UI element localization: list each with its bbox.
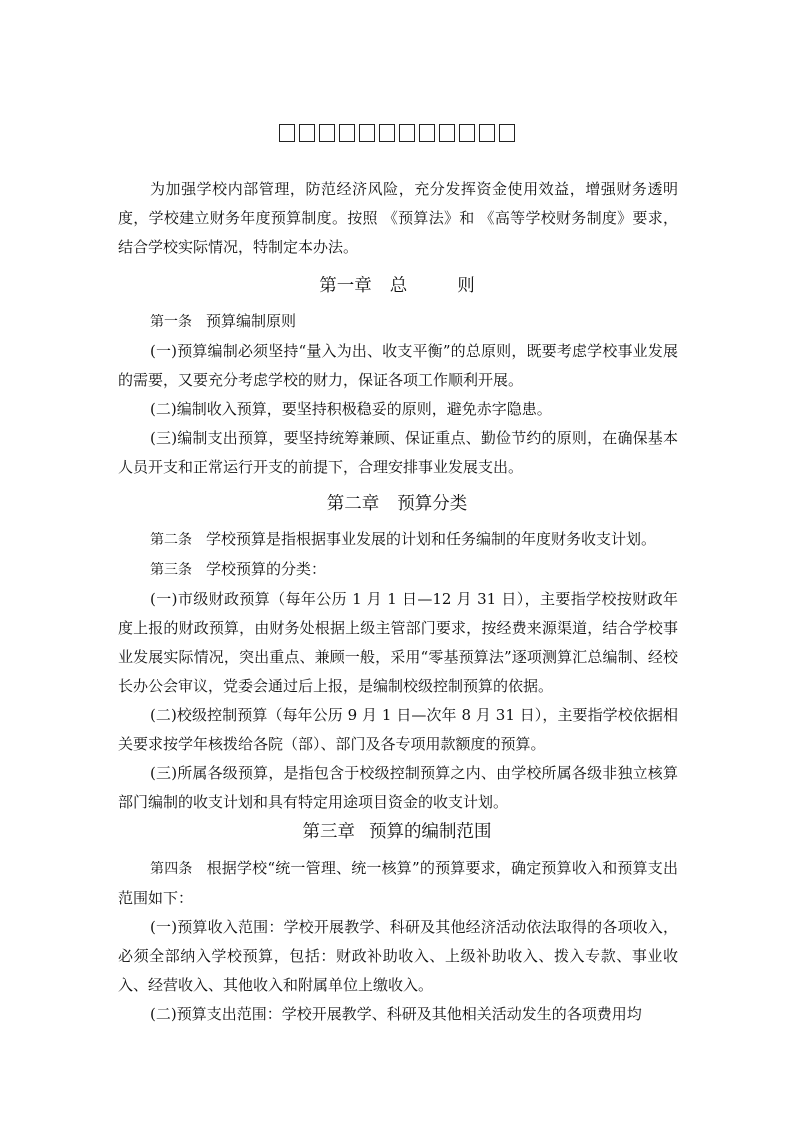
- clause: (一)市级财政预算（每年公历 1 月 1 日—12 月 31 日），主要指学校按财政年度上报的财政预算，由财务处根据上级主管部门要求，按经费来源渠道，结合学校事业发展实际情况，突出重点、兼顾一般，采用“零基预算法”逐项测算汇总编制、经校长办公会审议，党委会通过后上报，是编制校级控制预算的依据。: [118, 590, 678, 695]
- article-text: 预算编制原则: [206, 312, 297, 330]
- chapter-2-heading: [0, 490, 794, 515]
- missing-glyph-icon: [319, 124, 335, 142]
- chapter-3-heading: [0, 818, 794, 843]
- missing-glyph-icon: [339, 124, 355, 142]
- article-2: [118, 525, 678, 555]
- clause: (三)所属各级预算，是指包含于校级控制预算之内、由学校所属各级非独立核算部门编制的收支计划和具有特定用途项目资金的收支计划。: [118, 764, 678, 811]
- document-title: [0, 120, 794, 144]
- chapter-1-body: [118, 307, 678, 482]
- clause: (二)编制收入预算，要坚持积极稳妥的原则，避免赤字隐患。: [150, 400, 552, 418]
- missing-glyph-icon: [439, 124, 455, 142]
- missing-glyph-icon: [419, 124, 435, 142]
- missing-glyph-icon: [279, 124, 295, 142]
- missing-glyph-icon: [299, 124, 315, 142]
- missing-glyph-icon: [499, 124, 515, 142]
- clause: (二)校级控制预算（每年公历 9 月 1 日—次年 8 月 31 日），主要指学校依据相关要求按学年核拨给各院（部）、部门及各专项用款额度的预算。: [118, 706, 678, 753]
- article-1: [118, 307, 678, 337]
- chapter-name: 预算的编制范围: [369, 822, 492, 842]
- chapter-word: 则: [457, 276, 475, 296]
- missing-glyph-icon: [359, 124, 375, 142]
- article-label: 第二条: [150, 532, 192, 548]
- missing-glyph-icon: [459, 124, 475, 142]
- clause: (二)预算支出范围：学校开展教学、科研及其他相关活动发生的各项费用均: [150, 1005, 642, 1023]
- article-3: [118, 555, 678, 585]
- clause: (三)编制支出预算，要坚持统筹兼顾、保证重点、勤俭节约的原则，在确保基本人员开支和正常运行开支的前提下，合理安排事业发展支出。: [118, 429, 678, 476]
- article-text: 学校预算的分类：: [206, 560, 327, 578]
- article-text: 学校预算是指根据事业发展的计划和任务编制的年度财务收支计划。: [206, 530, 657, 548]
- clause: (一)预算编制必须坚持“量入为出、收支平衡”的总原则，既要考虑学校事业发展的需要，又要充分考虑学校的财力，保证各项工作顺利开展。: [118, 342, 678, 389]
- chapter-3-body: [118, 854, 678, 1029]
- intro-block: [118, 175, 678, 262]
- chapter-label: 第一章: [319, 276, 372, 296]
- chapter-2-body: [118, 525, 678, 817]
- missing-glyph-icon: [479, 124, 495, 142]
- intro-paragraph: 为加强学校内部管理，防范经济风险，充分发挥资金使用效益，增强财务透明度，学校建立财务年度预算制度。按照 《预算法》和 《高等学校财务制度》要求，结合学校实际情况，特制定本办法。: [118, 180, 678, 256]
- article-text: 根据学校“统一管理、统一核算”的预算要求，确定预算收入和预算支出范围如下：: [118, 859, 679, 907]
- chapter-word: 总: [389, 276, 408, 296]
- chapter-name: 预算分类: [397, 494, 468, 514]
- chapter-label: 第三章: [302, 822, 355, 842]
- chapter-label: 第二章: [326, 494, 380, 514]
- article-4: [118, 854, 678, 913]
- article-label: 第一条: [150, 314, 192, 330]
- missing-glyph-icon: [379, 124, 395, 142]
- article-label: 第四条: [150, 861, 193, 877]
- clause: (一)预算收入范围：学校开展教学、科研及其他经济活动依法取得的各项收入，必须全部纳入学校预算，包括：财政补助收入、上级补助收入、拨入专款、事业收入、经营收入、其他收入和附属单位上缴收入。: [118, 918, 678, 994]
- missing-glyph-icon: [399, 124, 415, 142]
- article-label: 第三条: [150, 562, 192, 578]
- chapter-1-heading: [0, 272, 794, 297]
